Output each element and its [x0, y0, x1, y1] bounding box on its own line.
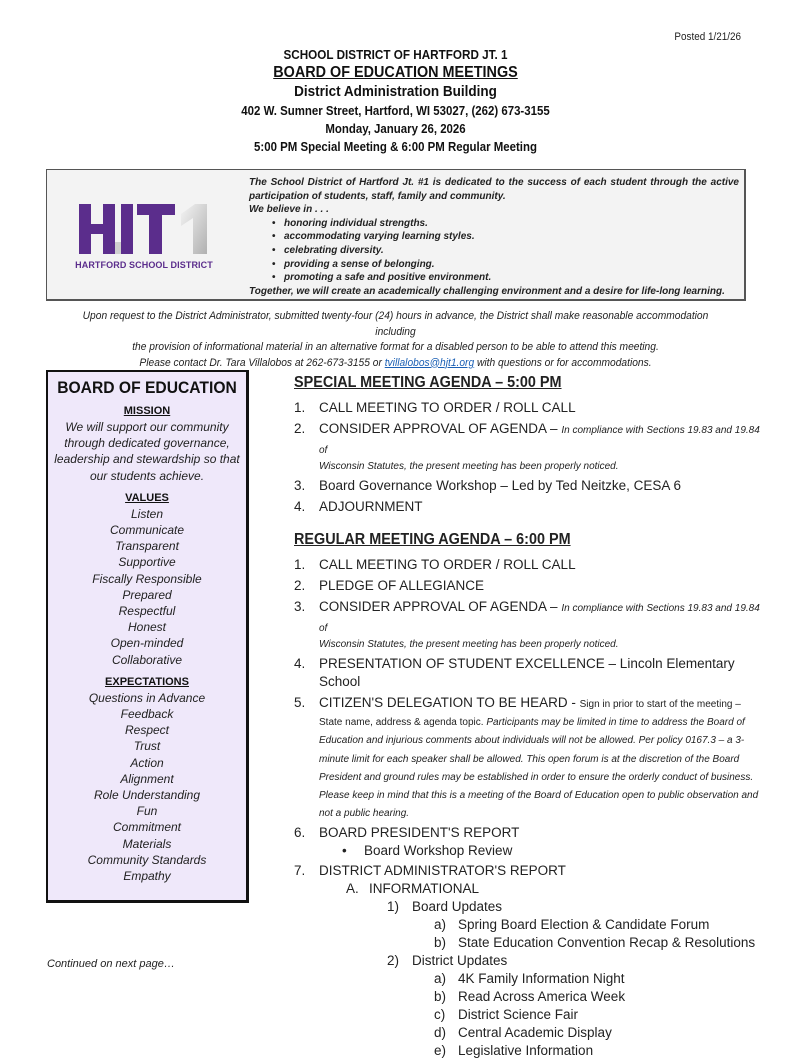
item-text: PRESENTATION OF STUDENT EXCELLENCE – Lincoln Elementary School	[319, 656, 735, 689]
meeting-location: District Administration Building	[294, 83, 497, 100]
agenda-item	[294, 477, 764, 495]
hjt1-logo-icon	[69, 198, 219, 258]
notice-line: Upon request to the District Administrator, submitted twenty-four (24) hours in advance, the District shall make reasonable accommodation including	[82, 310, 709, 338]
expectation-item: Feedback	[120, 707, 174, 722]
agenda-item	[294, 399, 764, 417]
expectation-item: Action	[130, 755, 164, 770]
item-number: 6.	[294, 825, 306, 841]
item-number: 1)	[387, 899, 400, 915]
board-mission: We will support our community through dedicated governance, leadership and stewardship so that our students achieve.	[54, 420, 240, 483]
mission-closing: Together, we will create an academically challenging environment and a desire for life-long learning.	[249, 285, 725, 297]
item-text: Board Updates	[412, 899, 503, 915]
expectation-item: Questions in Advance	[88, 690, 206, 705]
email-link[interactable]: tvillalobos@hjt1.org	[384, 356, 475, 369]
item-text: INFORMATIONAL	[369, 881, 480, 897]
item-text: Legislative Information	[458, 1043, 594, 1059]
expectation-item: Commitment	[112, 820, 181, 835]
expectation-item: Respect	[124, 723, 170, 738]
values-list	[48, 506, 246, 668]
value-item: Honest	[127, 620, 167, 635]
item-number: e)	[434, 1043, 447, 1059]
logo-caption: HARTFORD SCHOOL DISTRICT	[75, 260, 213, 270]
regular-meeting-title: REGULAR MEETING AGENDA – 6:00 PM	[294, 531, 571, 548]
item-text: 4K Family Information Night	[458, 971, 625, 987]
mission-label: MISSION	[123, 405, 171, 417]
district-name: SCHOOL DISTRICT OF HARTFORD JT. 1	[283, 47, 508, 62]
item-number: A.	[346, 881, 359, 897]
item-text: CALL MEETING TO ORDER / ROLL CALL	[319, 557, 576, 572]
item-note: In compliance with Sections 19.83 and 19.84 of	[319, 425, 760, 456]
agenda-item	[294, 824, 764, 842]
item-text: CALL MEETING TO ORDER / ROLL CALL	[319, 400, 576, 415]
agenda-subitem	[294, 1042, 764, 1060]
expectation-item: Trust	[133, 739, 161, 754]
agenda-subitem	[294, 988, 764, 1006]
agenda-subitem	[294, 934, 764, 952]
agenda-item	[294, 556, 764, 574]
belief-item: • honoring individual strengths.	[274, 217, 739, 231]
board-title: BOARD OF EDUCATION	[57, 378, 237, 397]
agenda-item	[294, 655, 764, 691]
expectation-item: Materials	[122, 836, 172, 851]
item-text: CITIZEN'S DELEGATION TO BE HEARD -	[319, 695, 580, 710]
agenda-section	[294, 880, 764, 898]
item-text: BOARD PRESIDENT'S REPORT	[319, 825, 520, 841]
value-item: Listen	[130, 506, 164, 521]
item-number: 2.	[294, 578, 306, 593]
notice-line	[65, 356, 726, 372]
expectations-list	[48, 690, 246, 884]
belief-item: • celebrating diversity.	[274, 244, 739, 258]
item-number: 1.	[294, 400, 306, 415]
value-item: Transparent	[115, 539, 179, 554]
expectations-label: EXPECTATIONS	[105, 675, 189, 688]
belief-item: • promoting a safe and positive environment.	[274, 271, 739, 285]
item-number: b)	[434, 989, 447, 1005]
beliefs-list	[249, 217, 739, 285]
agenda-group	[294, 898, 764, 916]
document-header	[0, 46, 791, 156]
accommodation-notice	[65, 309, 726, 371]
beliefs-heading: We believe in . . .	[249, 204, 329, 216]
item-number: 4.	[294, 656, 306, 671]
expectation-item: Alignment	[120, 771, 174, 786]
agenda-item	[294, 420, 764, 474]
agenda-item	[294, 862, 764, 880]
posted-date: Posted 1/21/26	[674, 31, 741, 43]
notice-line: the provision of informational material in an alternative format for a disabled person to be able to attend this meeting.	[132, 341, 659, 353]
belief-item: • providing a sense of belonging.	[274, 258, 739, 272]
item-number: c)	[434, 1007, 446, 1023]
item-number: 1.	[294, 557, 306, 572]
special-meeting-title: SPECIAL MEETING AGENDA – 5:00 PM	[294, 374, 562, 391]
item-text: CONSIDER APPROVAL OF AGENDA –	[319, 599, 562, 614]
continued-note: Continued on next page…	[47, 958, 175, 970]
agenda-item	[294, 694, 764, 821]
item-detail: Sign in prior to start of the meeting – State name, address & agenda topic.	[319, 699, 741, 729]
notice-text: with questions or for accommodations.	[474, 356, 652, 369]
value-item: Communicate	[109, 523, 185, 538]
item-text: Central Academic Display	[458, 1025, 612, 1041]
meeting-times: 5:00 PM Special Meeting & 6:00 PM Regular Meeting	[254, 139, 537, 154]
item-text: Read Across America Week	[458, 989, 626, 1005]
value-item: Prepared	[122, 587, 172, 602]
item-number: 3.	[294, 478, 306, 493]
item-text: DISTRICT ADMINISTRATOR'S REPORT	[319, 863, 566, 879]
notice-text: Please contact Dr. Tara Villalobos at 262-673-3155 or	[139, 356, 385, 369]
district-mission-box	[46, 169, 746, 301]
expectation-item: Empathy	[123, 869, 171, 884]
expectation-item: Fun	[136, 804, 158, 819]
item-number: a)	[434, 917, 447, 933]
values-label: VALUES	[125, 491, 169, 504]
agenda-subitem	[294, 916, 764, 934]
meeting-date: Monday, January 26, 2026	[325, 121, 466, 136]
item-number: d)	[434, 1025, 447, 1041]
item-text: Board Governance Workshop – Led by Ted Neitzke, CESA 6	[319, 478, 681, 493]
value-item: Collaborative	[111, 652, 183, 667]
meeting-address: 402 W. Sumner Street, Hartford, WI 53027, (262) 673-3155	[241, 103, 550, 118]
item-text: ADJOURNMENT	[319, 499, 423, 514]
item-number: 5.	[294, 695, 306, 710]
item-note: Wisconsin Statutes, the present meeting has been properly noticed.	[319, 639, 619, 650]
item-number: 2.	[294, 421, 306, 436]
value-item: Respectful	[118, 604, 176, 619]
item-number: 4.	[294, 499, 306, 514]
expectation-item: Community Standards	[87, 852, 207, 867]
item-number: a)	[434, 971, 447, 987]
agenda-subitem	[294, 1024, 764, 1042]
item-text: PLEDGE OF ALLEGIANCE	[319, 578, 485, 593]
item-detail: Participants may be limited in time to address the Board of Education and injurious comments about individuals will not be allowed. Per policy 0167.3 – a 3-minute limit for each speaker shall be allowed. This open forum is at the discretion of the Board President and ground rules may be established in order to ensure the orderly conduct of business. Please keep in mind that this is a meeting of the Board of Education open to public observation and not a public hearing.	[319, 717, 759, 820]
agenda	[294, 372, 764, 1060]
expectation-item: Role Understanding	[93, 788, 201, 803]
belief-item: • accommodating varying learning styles.	[274, 230, 739, 244]
agenda-item	[294, 577, 764, 595]
mission-statement	[249, 176, 739, 298]
agenda-subitem	[294, 1006, 764, 1024]
value-item: Open-minded	[110, 636, 184, 651]
agenda-item	[294, 598, 764, 652]
board-of-education-box	[46, 370, 249, 903]
agenda-item	[294, 498, 764, 516]
value-item: Supportive	[118, 555, 176, 570]
value-item: Fiscally Responsible	[92, 571, 202, 586]
item-text: CONSIDER APPROVAL OF AGENDA –	[319, 421, 562, 436]
item-note: Wisconsin Statutes, the present meeting has been properly noticed.	[319, 461, 619, 472]
item-number: 7.	[294, 863, 306, 879]
item-number: 2)	[387, 953, 400, 969]
item-text: District Updates	[412, 953, 508, 969]
item-number: b)	[434, 935, 447, 951]
agenda-group	[294, 952, 764, 970]
item-text: State Education Convention Recap & Resolutions	[458, 935, 756, 951]
item-text: District Science Fair	[458, 1007, 579, 1023]
item-number: 3.	[294, 599, 306, 614]
page-title: BOARD OF EDUCATION MEETINGS	[273, 64, 518, 81]
mission-intro: The School District of Hartford Jt. #1 is dedicated to the success of each student through the active participation of students, staff, family and community.	[249, 177, 739, 202]
agenda-subitem	[294, 970, 764, 988]
agenda-subitem: • Board Workshop Review	[294, 842, 764, 860]
item-note: In compliance with Sections 19.83 and 19.84 of	[319, 603, 760, 634]
item-text: Spring Board Election & Candidate Forum	[458, 917, 710, 933]
district-logo	[69, 198, 219, 274]
